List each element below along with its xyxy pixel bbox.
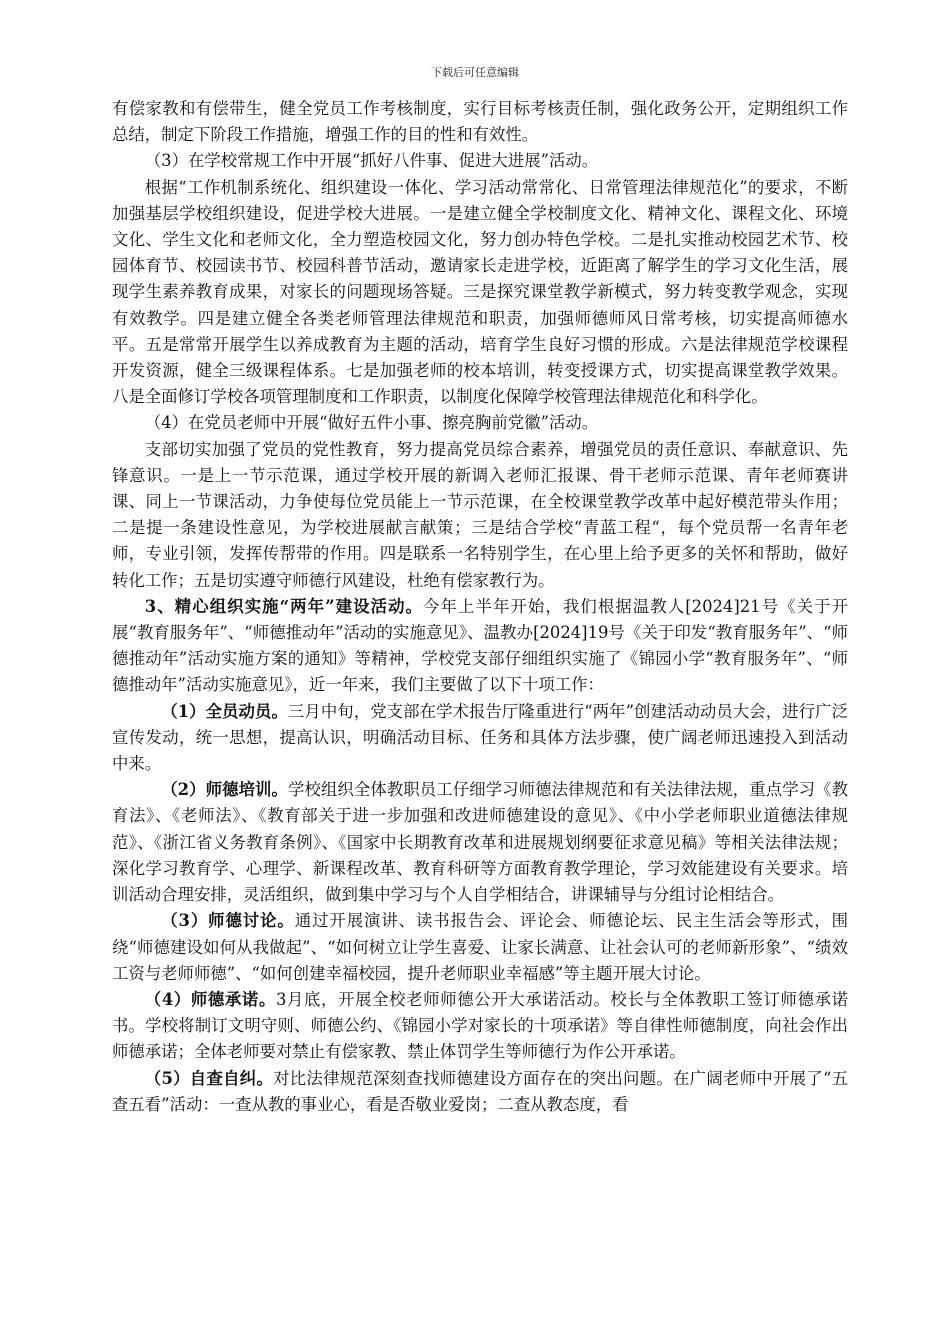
paragraph (112, 908, 848, 987)
paragraph-text: 根据“工作机制系统化、组织建设一体化、学习活动常常化、日常管理法律规范化”的要求，不断加强基层学校组织建设，促进学校大进展。一是建立健全学校制度文化、精神文化、课程文化、环境文化、学生文化和老师文化，全力塑造校园文化，努力创办特色学校。二是扎实推动校园艺术节、校园体育节、校园读书节、校园科普节活动，邀请家长走进学校，近距离了解学生的学习文化生活，展现学生素养教育成果，对家长的问题现场答疑。三是探究课堂教学新模式，努力转变教学观念，实现有效教学。四是建立健全各类老师管理法律规范和职责，加强师德师风日常考核，切实提高师德水平。五是常常开展学生以养成教育为主题的活动，培育学生良好习惯的形成。六是法律规范学校课程开发资源，健全三级课程体系。七是加强老师的校本培训，转变授课方式，切实提高课堂教学效果。八是全面修订学校各项管理制度和工作职责，以制度化保障学校管理法律规范化和科学化。 (112, 177, 848, 407)
paragraph-text: 通过开展演讲、读书报告会、评论会、师德论坛、民主生活会等形式，围绕“师德建设如何从我做起”、“如何树立让学生喜爱、让家长满意、让社会认可的老师新形象”、“绩效工资与老师师德”、“如何创建幸福校园，提升老师职业幸福感”等主题开展大讨论。 (112, 911, 849, 983)
paragraph (112, 410, 848, 436)
paragraph-text: 有偿家教和有偿带生，健全党员工作考核制度，实行目标考核责任制，强化政务公开，定期组织工作总结，制定下阶段工作措施，增强工作的目的性和有效性。 (112, 99, 848, 145)
document-body (112, 96, 848, 1118)
paragraph-text: 对比法律规范深刻查找师德建设方面存在的突出问题。在广阔老师中开展了“五查五看”活动：一查从教的事业心，看是否敬业爱岗；二查从教态度，看 (112, 1068, 848, 1114)
paragraph (112, 699, 848, 778)
paragraph-lead: （2）师德培训。 (161, 780, 288, 800)
paragraph-text: （3）在学校常规工作中开展“抓好八件事、促进大进展”活动。 (144, 151, 599, 171)
paragraph (112, 175, 848, 411)
paragraph (112, 594, 848, 699)
paragraph (112, 96, 848, 148)
paragraph-text: 学校组织全体教职员工仔细学习师德法律规范和有关法律法规，重点学习《教育法》、《老师法》、《教育部关于进一步加强和改进师德建设的意见》、《中小学老师职业道德法律规范》、《浙江省义务教育条例》、《国家中长期教育改革和进展规划纲要征求意见稿》等相关法律法规；深化学习教育学、心理学、新课程改革、教育科研等方面教育教学理论，学习效能建设有关要求。培训活动合理安排，灵活组织，做到集中学习与个人自学相结合，讲课辅导与分组讨论相结合。 (112, 780, 849, 905)
paragraph-text: 今年上半年开始，我们根据温教人[2024]21号《关于开展“教育服务年”、“师德推动年”活动的实施意见》、温教办[2024]19号《关于印发“教育服务年”、“师德推动年”活动实施方案的通知》等精神，学校党支部仔细组织实施了《锦园小学“教育服务年”、“师德推动年”活动实施意见》，近一年来，我们主要做了以下十项工作： (112, 596, 848, 695)
paragraph-text: 支部切实加强了党员的党性教育，努力提高党员综合素养，增强党员的责任意识、奉献意识、先锋意识。一是上一节示范课，通过学校开展的新调入老师汇报课、骨干老师示范课、青年老师赛讲课、同上一节课活动，力争使每位党员能上一节示范课，在全校课堂教学改革中起好模范带头作用；二是提一条建设性意见，为学校进展献言献策；三是结合学校“青蓝工程“，每个党员帮一名青年老师，专业引领，发挥传帮带的作用。四是联系一名特别学生，在心里上给予更多的关怀和帮助，做好转化工作；五是切实遵守师德行风建设，杜绝有偿家教行为。 (112, 439, 848, 590)
paragraph-lead: 3、精心组织实施“两年”建设活动。 (144, 596, 424, 616)
page-header: 下载后可任意编辑 (431, 66, 519, 79)
paragraph (112, 148, 848, 174)
paragraph-lead: （4）师德承诺。 (144, 989, 276, 1009)
paragraph (112, 1066, 848, 1118)
paragraph (112, 437, 848, 594)
paragraph-lead: （3）师德讨论。 (161, 911, 295, 931)
paragraph-text: 3月底，开展全校老师师德公开大承诺活动。校长与全体教职工签订师德承诺书。学校将制订文明守则、师德公约、《锦园小学对家长的十项承诺》等自律性师德制度，向社会作出师德承诺；全体老师要对禁止有偿家教、禁止体罚学生等师德行为作公开承诺。 (112, 989, 848, 1062)
paragraph-text: （4）在党员老师中开展“做好五件小事、擦亮胸前党徽”活动。 (144, 413, 599, 433)
paragraph-text: 三月中旬，党支部在学术报告厅隆重进行“两年”创建活动动员大会，进行广泛宣传发动，统一思想，提高认识，明确活动目标、任务和具体方法步骤，使广阔老师迅速投入到活动中来。 (112, 701, 848, 774)
paragraph-lead: （1）全员动员。 (161, 701, 288, 721)
paragraph (112, 987, 848, 1066)
paragraph (112, 777, 848, 908)
paragraph-lead: （5）自查自纠。 (144, 1068, 274, 1088)
